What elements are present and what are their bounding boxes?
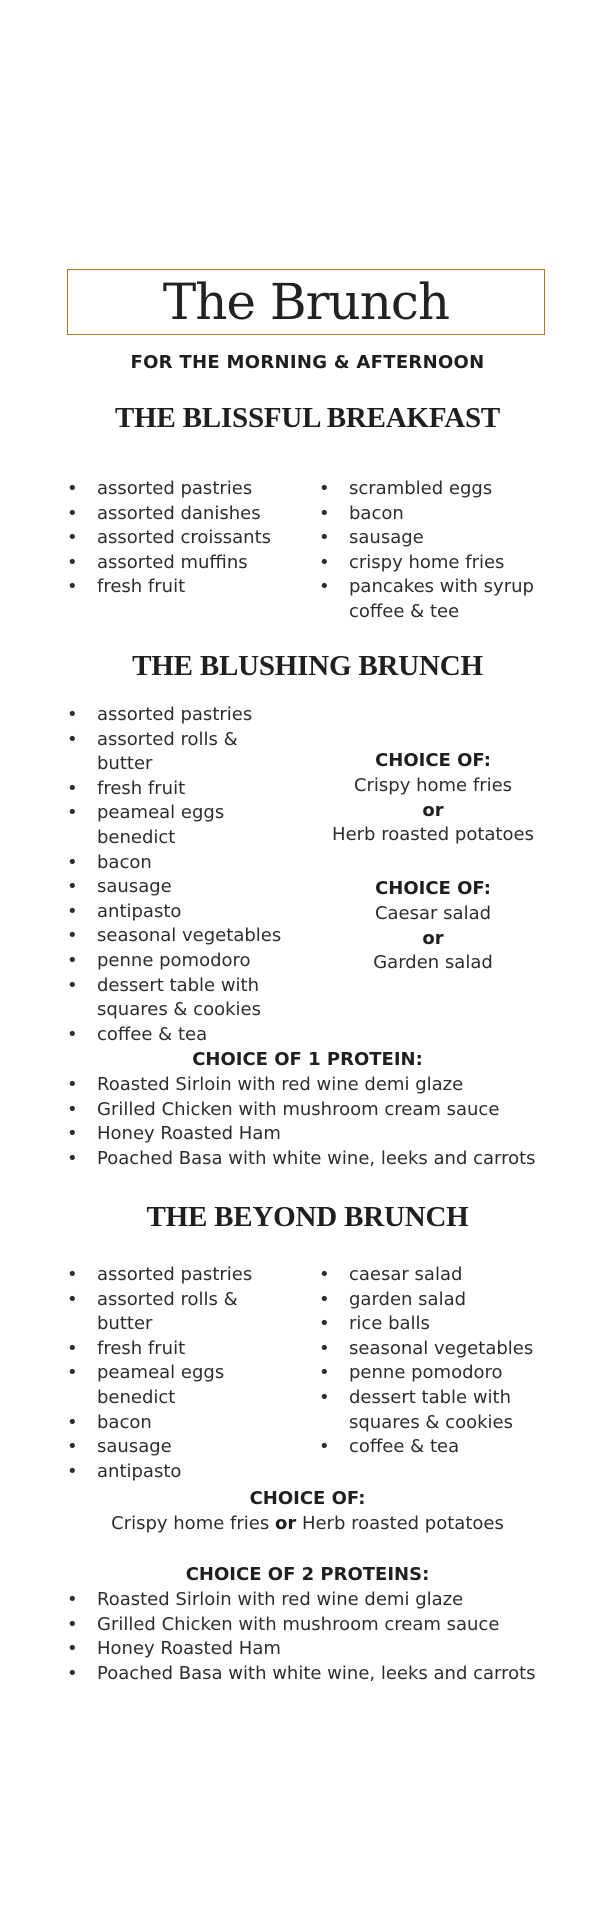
list-item: • assorted danishes (67, 502, 297, 527)
list-item: • rice balls (319, 1312, 579, 1337)
list-item: • Poached Basa with white wine, leeks and carrots (67, 1147, 587, 1172)
list-item: • dessert table with squares & cookies (67, 974, 267, 1023)
choice-or: or (422, 799, 444, 821)
list-item: • crispy home fries (319, 551, 579, 576)
list-item: • sausage (67, 875, 297, 900)
choice-or: or (422, 927, 444, 949)
blushing-choice-potatoes (318, 748, 548, 848)
choice-option: Crispy home fries (353, 775, 513, 796)
beyond-choice-line (0, 1513, 615, 1534)
list-item: • fresh fruit (67, 1337, 297, 1362)
list-item: • antipasto (67, 900, 297, 925)
choice-option: Garden salad (373, 952, 493, 974)
blissful-extra-item: coffee & tee (349, 601, 460, 622)
blushing-heading: THE BLUSHING BRUNCH (132, 650, 483, 682)
list-item: • assorted rolls & butter (67, 1288, 297, 1337)
blushing-choice-salad (318, 876, 548, 976)
blissful-left-list (67, 477, 297, 600)
list-item: • antipasto (67, 1460, 297, 1485)
list-item: • bacon (67, 1411, 297, 1436)
list-item: • assorted pastries (67, 477, 297, 502)
beyond-protein-heading: CHOICE OF 2 PROTEINS: (185, 1564, 430, 1585)
list-item: • peameal eggs benedict (67, 1361, 247, 1410)
list-item: • penne pomodoro (319, 1361, 579, 1386)
list-item: • assorted croissants (67, 526, 297, 551)
choice-option: Caesar salad (374, 903, 492, 924)
list-item: • Roasted Sirloin with red wine demi glaze (67, 1588, 587, 1613)
list-item: • pancakes with syrup (319, 575, 579, 600)
list-item: • fresh fruit (67, 777, 297, 802)
list-item: • coffee & tea (67, 1023, 297, 1048)
list-item: • Roasted Sirloin with red wine demi glaze (67, 1073, 587, 1098)
beyond-left-list (67, 1263, 297, 1484)
choice-or: or (274, 1513, 297, 1534)
list-item: • assorted pastries (67, 1263, 297, 1288)
beyond-right-list (319, 1263, 579, 1460)
list-item: • seasonal vegetables (67, 924, 297, 949)
list-item: • scrambled eggs (319, 477, 579, 502)
choice-option: Herb roasted potatoes (301, 1513, 504, 1534)
choice-heading: CHOICE OF: (375, 878, 491, 899)
list-item: • penne pomodoro (67, 949, 297, 974)
choice-option: Herb roasted potatoes (332, 824, 534, 846)
list-item: • bacon (67, 851, 297, 876)
list-item: • Grilled Chicken with mushroom cream sauce (67, 1098, 587, 1123)
list-item: • assorted pastries (67, 703, 297, 728)
blissful-heading: THE BLISSFUL BREAKFAST (114, 402, 501, 434)
title-box (67, 269, 545, 335)
list-item: • fresh fruit (67, 575, 297, 600)
list-item: • sausage (67, 1435, 297, 1460)
blushing-list (67, 703, 297, 1047)
list-item: • caesar salad (319, 1263, 579, 1288)
list-item: • Honey Roasted Ham (67, 1122, 587, 1147)
list-item: • coffee & tea (319, 1435, 579, 1460)
list-item: • sausage (319, 526, 579, 551)
list-item: • peameal eggs benedict (67, 801, 247, 850)
beyond-heading: THE BEYOND BRUNCH (146, 1201, 469, 1233)
list-item: • garden salad (319, 1288, 579, 1313)
blushing-protein-heading: CHOICE OF 1 PROTEIN: (192, 1049, 423, 1070)
beyond-protein-list (67, 1588, 587, 1686)
list-item: • Grilled Chicken with mushroom cream sauce (67, 1613, 587, 1638)
blushing-protein-list (67, 1073, 587, 1171)
choice-heading: CHOICE OF: (375, 750, 491, 771)
list-item: • assorted rolls & butter (67, 728, 297, 777)
list-item: • seasonal vegetables (319, 1337, 579, 1362)
list-item: • bacon (319, 502, 579, 527)
beyond-choice-heading: CHOICE OF: (249, 1488, 366, 1509)
list-item: • Poached Basa with white wine, leeks and carrots (67, 1662, 587, 1687)
page-title: The Brunch (162, 273, 450, 331)
blissful-right-list (319, 477, 579, 600)
list-item: • dessert table with squares & cookies (319, 1386, 519, 1435)
list-item: • Honey Roasted Ham (67, 1637, 587, 1662)
page-subtitle: FOR THE MORNING & AFTERNOON (130, 352, 485, 373)
list-item: • assorted muffins (67, 551, 297, 576)
choice-option: Crispy home fries (111, 1513, 270, 1534)
